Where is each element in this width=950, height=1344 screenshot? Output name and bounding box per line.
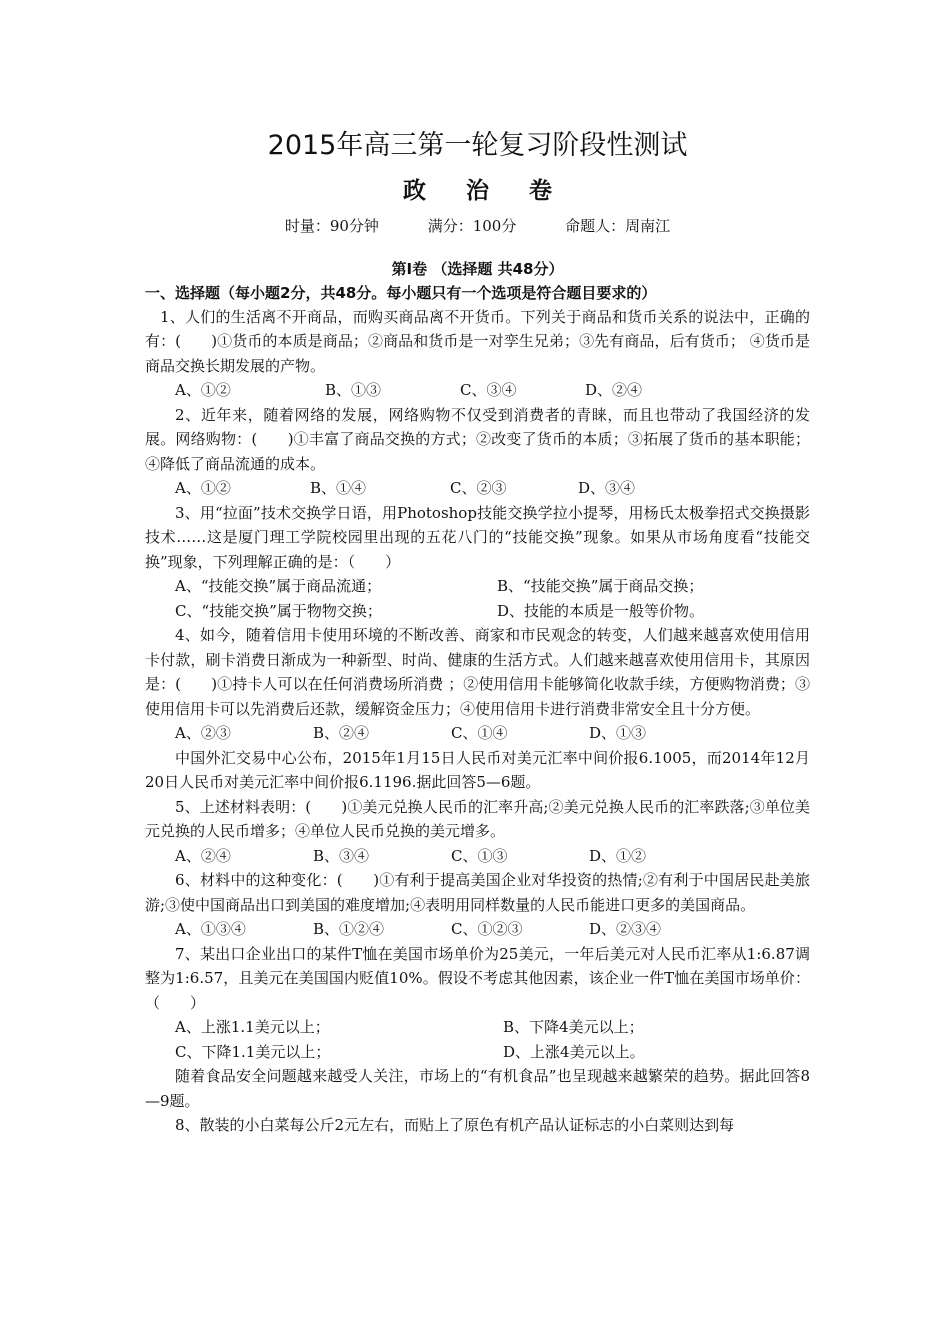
question-7-options [145,1015,810,1064]
option: D、①② [589,846,647,865]
question-2-options [145,476,810,501]
option: C、①②③ [451,920,523,938]
section-instruction: 一、选择题（每小题2分，共48分。每小题只有一个选项是符合题目要求的） [145,283,657,302]
option: A、上涨1.1美元以上； [175,1018,330,1036]
option: D、①③ [589,724,647,742]
option: A、①② [175,479,231,497]
option: A、①③④ [175,920,246,938]
question-1-options [145,378,810,403]
section-heading: 第I卷 （选择题 共48分） [391,259,564,278]
question-4: 4、如今，随着信用卡使用环境的不断改善、商家和市民观念的转变，人们越来越喜欢使用信用卡付款，刷卡消费日渐成为一种新型、时尚、健康的生活方式。人们越来越喜欢使用信用卡，其原因是：( )①持卡人可以在任何消费场所消费 ；②使用信用卡能够简化收款手续，方便购物消费；③使用信用卡可以先消费后还款，缓解资金压力；④使用信用卡进行消费非常安全且十分方便。 [145,626,810,718]
option: C、②③ [450,479,507,497]
question-1: 1、人们的生活离不开商品，而购买商品离不开货币。下列关于商品和货币关系的说法中，正确的有：( )①货币的本质是商品；②商品和货币是一对孪生兄弟；③先有商品，后有货币； ④货币是商品交换长期发展的产物。 [145,307,810,375]
option: D、②④ [585,381,643,399]
option: A、①② [175,381,231,399]
option: B、③④ [313,846,370,865]
page-title: 2015年高三第一轮复习阶段性测试 [267,130,688,161]
page-subtitle: 政治卷 [403,178,592,204]
question-5-options [145,844,810,869]
option: B、②④ [313,724,370,742]
exam-duration: 时量：90分钟 [284,217,379,235]
option: B、下降4美元以上； [503,1018,644,1036]
option: C、①④ [451,724,508,742]
option: B、①③ [325,381,382,399]
option: C、①③ [451,846,508,865]
material-exchange-rate: 中国外汇交易中心公布，2015年1月15日人民币对美元汇率中间价报6.1005，而2014年12月20日人民币对美元汇率中间价报6.1196.据此回答5—6题。 [145,748,810,791]
exam-author: 命题人：周南江 [565,217,671,235]
question-2: 2、近年来，随着网络的发展，网络购物不仅受到消费者的青睐，而且也带动了我国经济的发展。网络购物：( )①丰富了商品交换的方式；②改变了货币的本质；③拓展了货币的基本职能； ④降低了商品流通的成本。 [145,405,810,473]
option: C、下降1.1美元以上； [175,1042,331,1061]
option: B、①④ [310,479,367,497]
option: A、②③ [175,724,231,742]
question-6-options [145,917,810,942]
option: A、“技能交换”属于商品流通； [175,577,382,595]
question-4-options [145,721,810,746]
material-organic-food: 随着食品安全问题越来越受人关注，市场上的“有机食品”也呈现越来越繁荣的趋势。据此回答8—9题。 [145,1067,810,1110]
option: A、②④ [175,846,231,865]
option: D、技能的本质是一般等价物。 [497,601,705,620]
exam-full-score: 满分：100分 [427,217,517,235]
option: C、③④ [460,381,517,399]
question-3-options [145,574,810,623]
question-7: 7、某出口企业出口的某件T恤在美国市场单价为25美元，一年后美元对人民币汇率从1:6.87调整为1:6.57，且美元在美国国内贬值10%。假设不考虑其他因素，该企业一件T恤在美国市场单价：（ ） [145,944,810,1012]
option: B、①②④ [313,920,385,938]
exam-meta [145,214,810,239]
option: D、②③④ [589,920,662,938]
option: B、“技能交换”属于商品交换； [497,577,704,595]
question-5: 5、上述材料表明：( )①美元兑换人民币的汇率升高;②美元兑换人民币的汇率跌落;③单位美元兑换的人民币增多；④单位人民币兑换的美元增多。 [145,797,810,840]
option: C、“技能交换”属于物物交换； [175,601,382,620]
option: D、③④ [578,479,636,497]
option: D、上涨4美元以上。 [503,1042,645,1061]
question-8: 8、散装的小白菜每公斤2元左右，而贴上了原色有机产品认证标志的小白菜则达到每 [175,1116,735,1134]
question-3: 3、用“拉面”技术交换学日语，用Photoshop技能交换学拉小提琴，用杨氏太极拳招式交换摄影技术……这是厦门理工学院校园里出现的五花八门的“技能交换”现象。如果从市场角度看“技能交换”现象，下列理解正确的是：（ ） [145,503,810,571]
question-6: 6、材料中的这种变化：( )①有利于提高美国企业对华投资的热情;②有利于中国居民赴美旅游;③使中国商品出口到美国的难度增加;④表明用同样数量的人民币能进口更多的美国商品。 [145,871,810,914]
